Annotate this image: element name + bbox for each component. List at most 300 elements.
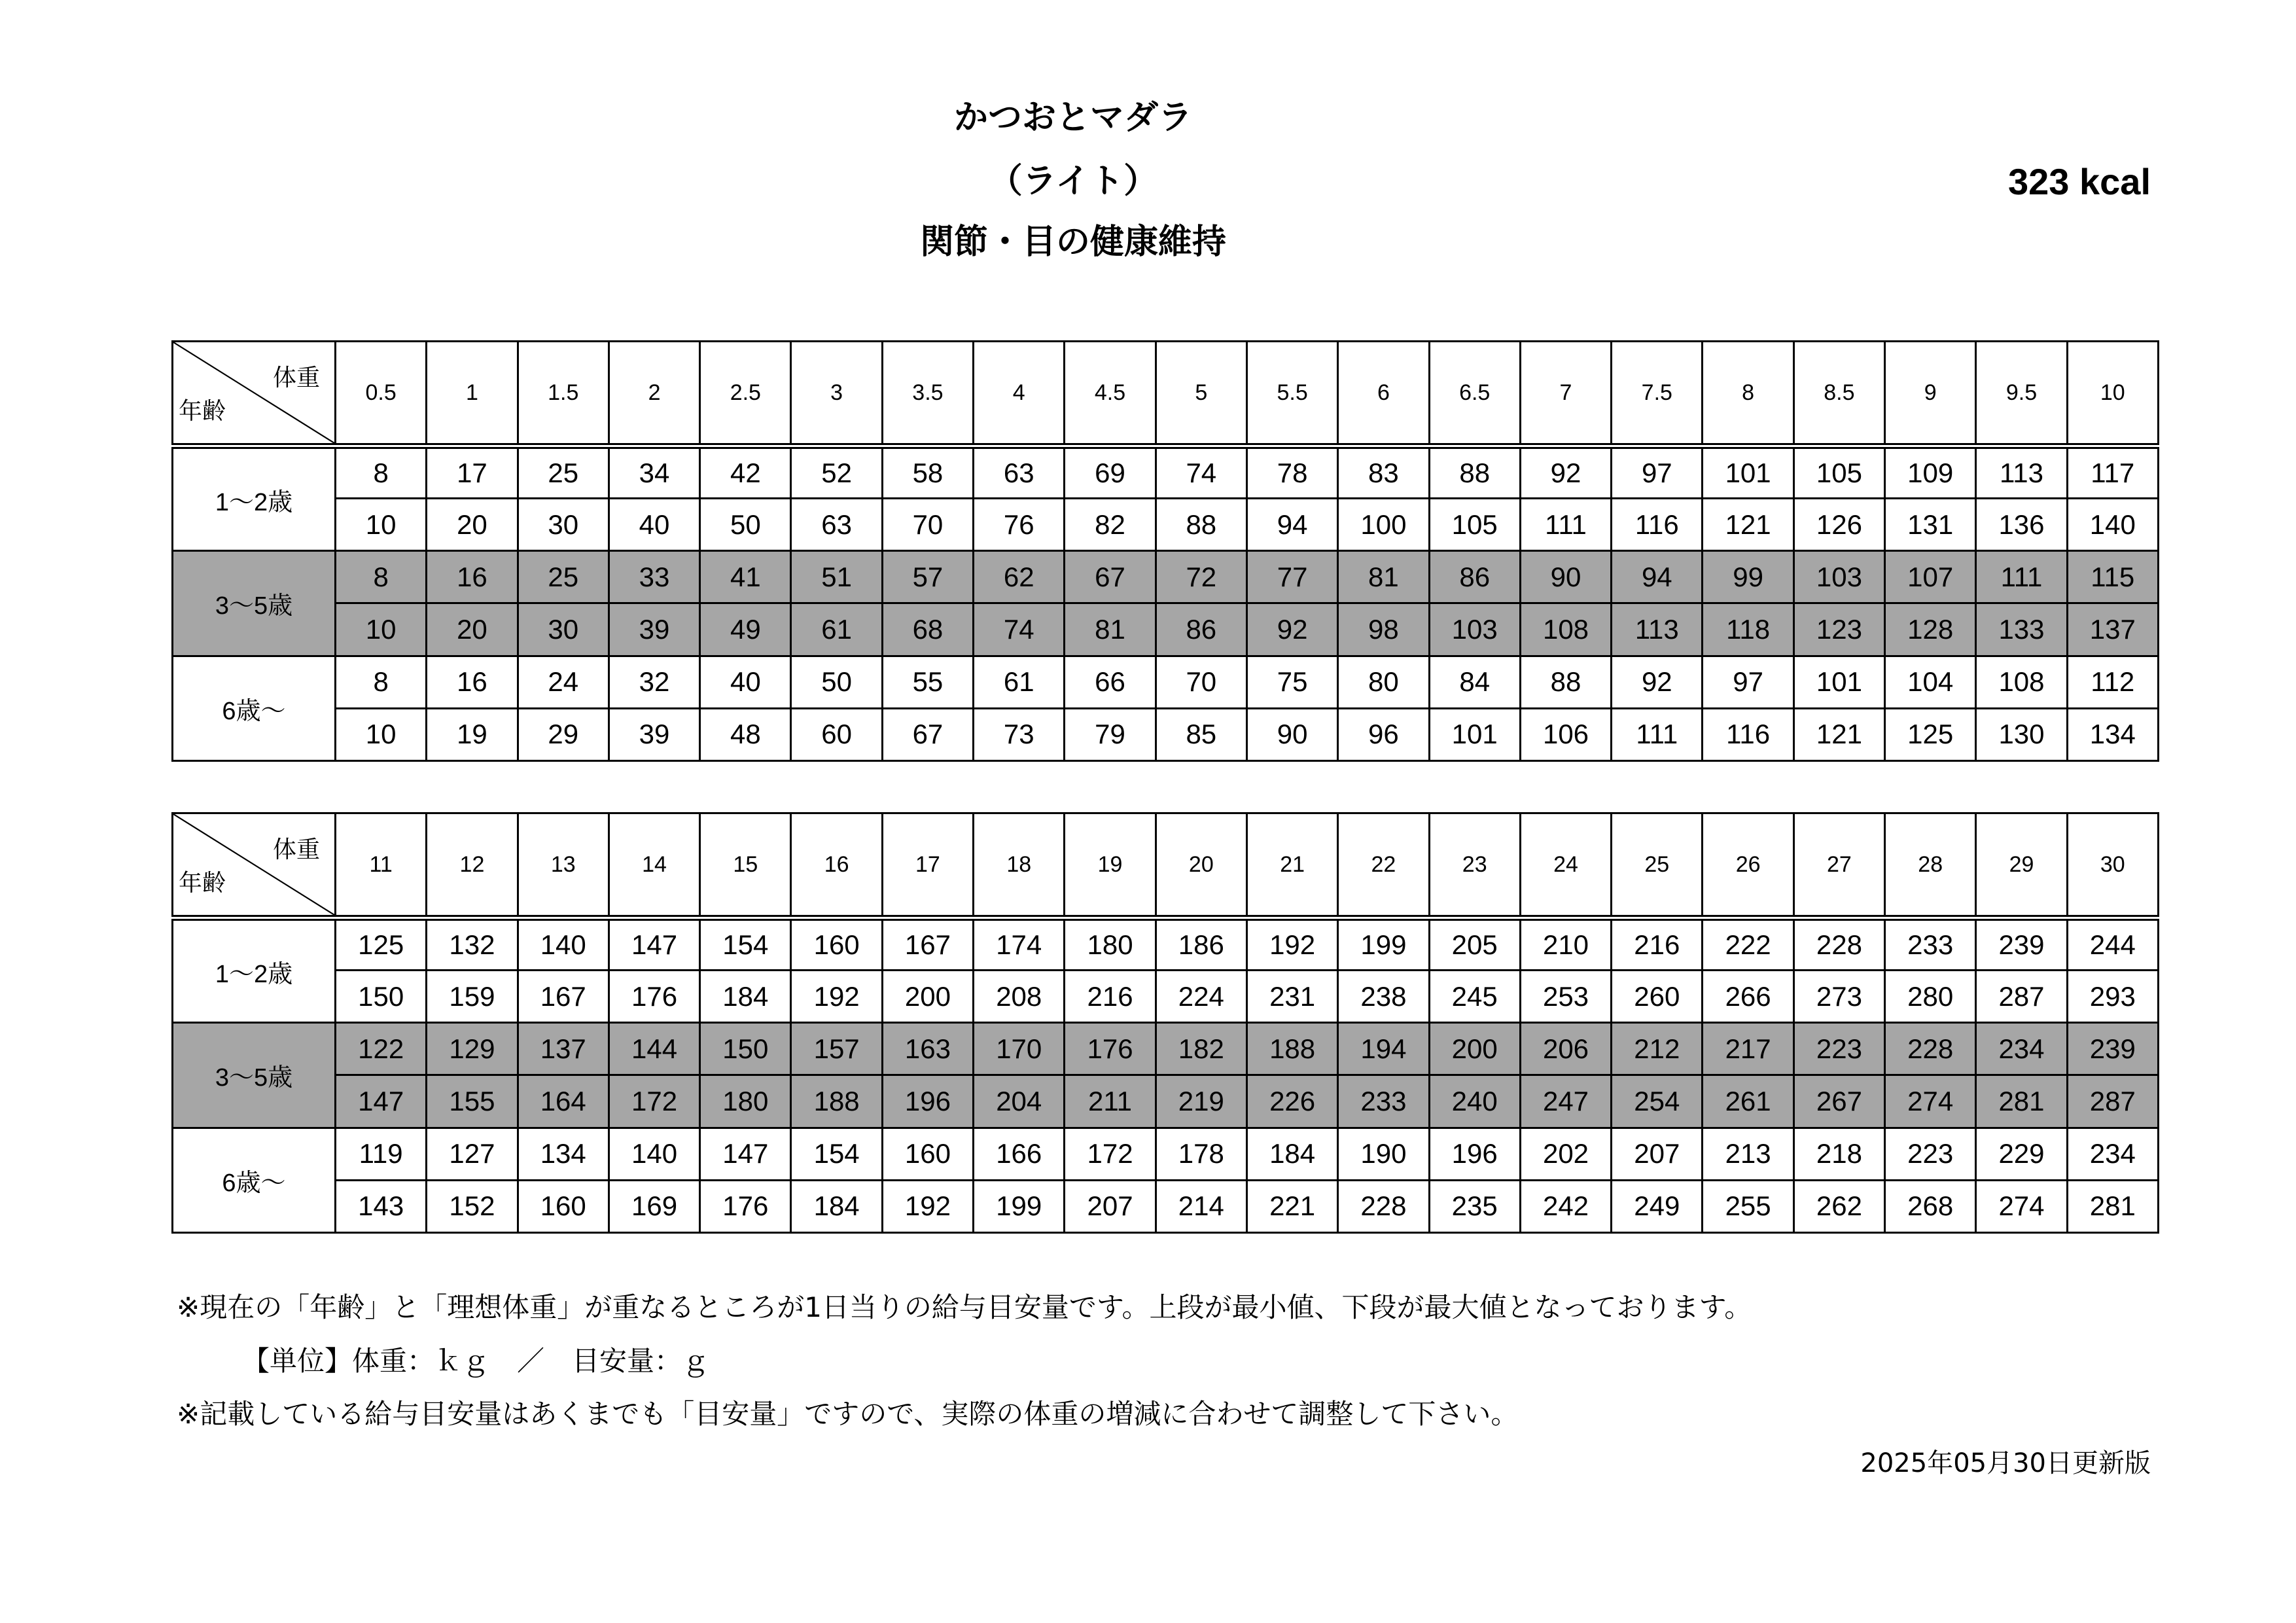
age-group-cell: 1～2歳 [173,918,336,1023]
max-amount-cell: 255 [1703,1180,1793,1232]
max-amount-cell: 140 [2067,499,2158,551]
min-amount-cell: 16 [427,656,518,708]
max-amount-cell: 60 [791,708,882,760]
min-amount-cell: 176 [1065,1023,1156,1075]
max-amount-cell: 247 [1520,1075,1611,1128]
min-amount-cell: 16 [427,551,518,603]
min-amount-cell: 234 [1976,1023,2067,1075]
max-amount-cell: 155 [427,1075,518,1128]
weight-header-cell: 30 [2067,813,2158,918]
max-amount-cell: 160 [518,1180,609,1232]
weight-header-cell: 22 [1338,813,1429,918]
min-amount-cell: 63 [974,446,1065,499]
min-amount-cell: 147 [700,1128,791,1180]
weight-header-cell: 23 [1429,813,1520,918]
max-amount-cell: 293 [2067,971,2158,1023]
max-amount-cell: 92 [1246,603,1337,656]
max-amount-cell: 121 [1703,499,1793,551]
min-amount-cell: 84 [1429,656,1520,708]
weight-header-cell: 29 [1976,813,2067,918]
corner-header-cell [173,813,336,918]
max-amount-cell: 105 [1429,499,1520,551]
max-amount-cell: 254 [1612,1075,1703,1128]
min-amount-cell: 61 [974,656,1065,708]
weight-header-cell: 7 [1520,342,1611,446]
min-amount-cell: 40 [700,656,791,708]
weight-header-cell: 8.5 [1793,342,1884,446]
max-amount-cell: 134 [2067,708,2158,760]
min-amount-cell: 55 [882,656,973,708]
max-amount-cell: 131 [1885,499,1976,551]
max-amount-cell: 253 [1520,971,1611,1023]
min-amount-cell: 112 [2067,656,2158,708]
min-amount-cell: 160 [882,1128,973,1180]
min-amount-cell: 223 [1885,1128,1976,1180]
max-amount-cell: 137 [2067,603,2158,656]
max-amount-cell: 143 [336,1180,427,1232]
max-amount-cell: 88 [1156,499,1246,551]
min-amount-cell: 107 [1885,551,1976,603]
feeding-table-2 [171,812,2159,1234]
age-group-cell: 1～2歳 [173,446,336,551]
min-amount-cell: 81 [1338,551,1429,603]
max-amount-cell: 73 [974,708,1065,760]
min-amount-cell: 69 [1065,446,1156,499]
min-amount-cell: 41 [700,551,791,603]
max-amount-cell: 261 [1703,1075,1793,1128]
min-amount-cell: 184 [1246,1128,1337,1180]
weight-header-cell: 4.5 [1065,342,1156,446]
table-row [173,446,2159,499]
min-amount-cell: 199 [1338,918,1429,971]
min-amount-cell: 144 [609,1023,699,1075]
min-amount-cell: 97 [1703,656,1793,708]
max-amount-cell: 121 [1793,708,1884,760]
max-amount-cell: 196 [882,1075,973,1128]
age-group-cell: 6歳～ [173,1128,336,1232]
min-amount-cell: 127 [427,1128,518,1180]
min-amount-cell: 83 [1338,446,1429,499]
max-amount-cell: 172 [609,1075,699,1128]
weight-header-cell: 16 [791,813,882,918]
max-amount-cell: 180 [700,1075,791,1128]
min-amount-cell: 117 [2067,446,2158,499]
max-amount-cell: 118 [1703,603,1793,656]
weight-header-cell: 7.5 [1612,342,1703,446]
max-amount-cell: 106 [1520,708,1611,760]
min-amount-cell: 75 [1246,656,1337,708]
max-amount-cell: 249 [1612,1180,1703,1232]
min-amount-cell: 200 [1429,1023,1520,1075]
weight-header-cell: 11 [336,813,427,918]
max-amount-cell: 74 [974,603,1065,656]
max-amount-cell: 228 [1338,1180,1429,1232]
weight-header-cell: 2 [609,342,699,446]
min-amount-cell: 129 [427,1023,518,1075]
max-amount-cell: 49 [700,603,791,656]
min-amount-cell: 137 [518,1023,609,1075]
min-amount-cell: 113 [1976,446,2067,499]
corner-header-cell [173,342,336,446]
min-amount-cell: 52 [791,446,882,499]
max-amount-cell: 79 [1065,708,1156,760]
min-amount-cell: 186 [1156,918,1246,971]
min-amount-cell: 104 [1885,656,1976,708]
max-amount-cell: 184 [700,971,791,1023]
max-amount-cell: 159 [427,971,518,1023]
min-amount-cell: 190 [1338,1128,1429,1180]
min-amount-cell: 202 [1520,1128,1611,1180]
weight-header-cell: 8 [1703,342,1793,446]
min-amount-cell: 154 [700,918,791,971]
min-amount-cell: 34 [609,446,699,499]
max-amount-cell: 30 [518,499,609,551]
max-amount-cell: 68 [882,603,973,656]
weight-header-cell: 1 [427,342,518,446]
product-name: かつおとマダラ [953,98,1192,137]
min-amount-cell: 92 [1612,656,1703,708]
max-amount-cell: 50 [700,499,791,551]
header-row [173,342,2159,446]
product-variant: （ライト） [988,162,1158,201]
max-amount-cell: 108 [1520,603,1611,656]
max-amount-cell: 128 [1885,603,1976,656]
max-amount-cell: 39 [609,708,699,760]
min-amount-cell: 223 [1793,1023,1884,1075]
weight-header-cell: 5.5 [1246,342,1337,446]
max-amount-cell: 188 [791,1075,882,1128]
max-amount-cell: 98 [1338,603,1429,656]
min-amount-cell: 101 [1793,656,1884,708]
max-amount-cell: 176 [700,1180,791,1232]
min-amount-cell: 25 [518,551,609,603]
max-amount-cell: 10 [336,603,427,656]
max-amount-cell: 111 [1612,708,1703,760]
max-amount-cell: 200 [882,971,973,1023]
max-amount-cell: 273 [1793,971,1884,1023]
max-amount-cell: 281 [2067,1180,2158,1232]
max-amount-cell: 274 [1885,1075,1976,1128]
max-amount-cell: 133 [1976,603,2067,656]
min-amount-cell: 167 [882,918,973,971]
min-amount-cell: 132 [427,918,518,971]
weight-header-cell: 14 [609,813,699,918]
max-amount-cell: 81 [1065,603,1156,656]
weight-header-cell: 27 [1793,813,1884,918]
max-amount-cell: 216 [1065,971,1156,1023]
max-amount-cell: 111 [1520,499,1611,551]
max-amount-cell: 226 [1246,1075,1337,1128]
min-amount-cell: 228 [1793,918,1884,971]
min-amount-cell: 86 [1429,551,1520,603]
max-amount-cell: 100 [1338,499,1429,551]
table-row [173,971,2159,1023]
max-amount-cell: 29 [518,708,609,760]
min-amount-cell: 94 [1612,551,1703,603]
max-amount-cell: 90 [1246,708,1337,760]
max-amount-cell: 214 [1156,1180,1246,1232]
weight-header-cell: 17 [882,813,973,918]
weight-header-cell: 6.5 [1429,342,1520,446]
max-amount-cell: 147 [336,1075,427,1128]
min-amount-cell: 109 [1885,446,1976,499]
weight-header-cell: 0.5 [336,342,427,446]
weight-header-cell: 1.5 [518,342,609,446]
max-amount-cell: 94 [1246,499,1337,551]
min-amount-cell: 103 [1793,551,1884,603]
min-amount-cell: 122 [336,1023,427,1075]
min-amount-cell: 188 [1246,1023,1337,1075]
weight-header-cell: 12 [427,813,518,918]
max-amount-cell: 96 [1338,708,1429,760]
weight-header-cell: 20 [1156,813,1246,918]
max-amount-cell: 231 [1246,971,1337,1023]
update-date: 2025年05月30日更新版 [1860,1448,2151,1478]
weight-header-cell: 6 [1338,342,1429,446]
max-amount-cell: 280 [1885,971,1976,1023]
min-amount-cell: 88 [1520,656,1611,708]
max-amount-cell: 192 [791,971,882,1023]
table-row [173,499,2159,551]
weight-header-cell: 2.5 [700,342,791,446]
weight-header-cell: 9 [1885,342,1976,446]
min-amount-cell: 239 [2067,1023,2158,1075]
min-amount-cell: 74 [1156,446,1246,499]
max-amount-cell: 126 [1793,499,1884,551]
min-amount-cell: 210 [1520,918,1611,971]
max-amount-cell: 266 [1703,971,1793,1023]
max-amount-cell: 169 [609,1180,699,1232]
max-amount-cell: 287 [1976,971,2067,1023]
weight-header-label: 体重 [272,364,320,391]
min-amount-cell: 125 [336,918,427,971]
max-amount-cell: 82 [1065,499,1156,551]
min-amount-cell: 218 [1793,1128,1884,1180]
age-group-cell: 3～5歳 [173,1023,336,1128]
min-amount-cell: 206 [1520,1023,1611,1075]
max-amount-cell: 274 [1976,1180,2067,1232]
max-amount-cell: 152 [427,1180,518,1232]
min-amount-cell: 166 [974,1128,1065,1180]
min-amount-cell: 174 [974,918,1065,971]
table-row [173,708,2159,760]
max-amount-cell: 20 [427,603,518,656]
weight-header-label: 体重 [272,836,320,863]
max-amount-cell: 164 [518,1075,609,1128]
min-amount-cell: 216 [1612,918,1703,971]
min-amount-cell: 192 [1246,918,1337,971]
min-amount-cell: 228 [1885,1023,1976,1075]
table-row [173,1180,2159,1232]
min-amount-cell: 57 [882,551,973,603]
max-amount-cell: 85 [1156,708,1246,760]
min-amount-cell: 160 [791,918,882,971]
max-amount-cell: 240 [1429,1075,1520,1128]
min-amount-cell: 72 [1156,551,1246,603]
weight-header-cell: 4 [974,342,1065,446]
max-amount-cell: 260 [1612,971,1703,1023]
age-header-label: 年齢 [179,397,226,424]
max-amount-cell: 10 [336,708,427,760]
min-amount-cell: 140 [609,1128,699,1180]
table-row [173,1128,2159,1180]
min-amount-cell: 205 [1429,918,1520,971]
max-amount-cell: 125 [1885,708,1976,760]
max-amount-cell: 70 [882,499,973,551]
weight-header-cell: 9.5 [1976,342,2067,446]
max-amount-cell: 262 [1793,1180,1884,1232]
min-amount-cell: 66 [1065,656,1156,708]
age-header-label: 年齢 [179,869,226,896]
weight-header-cell: 24 [1520,813,1611,918]
weight-header-cell: 5 [1156,342,1246,446]
min-amount-cell: 24 [518,656,609,708]
min-amount-cell: 134 [518,1128,609,1180]
min-amount-cell: 42 [700,446,791,499]
table-row [173,1023,2159,1075]
table-row [173,603,2159,656]
weight-header-cell: 19 [1065,813,1156,918]
min-amount-cell: 150 [700,1023,791,1075]
min-amount-cell: 119 [336,1128,427,1180]
min-amount-cell: 17 [427,446,518,499]
max-amount-cell: 61 [791,603,882,656]
max-amount-cell: 233 [1338,1075,1429,1128]
max-amount-cell: 219 [1156,1075,1246,1128]
min-amount-cell: 8 [336,551,427,603]
min-amount-cell: 70 [1156,656,1246,708]
max-amount-cell: 268 [1885,1180,1976,1232]
min-amount-cell: 101 [1703,446,1793,499]
max-amount-cell: 199 [974,1180,1065,1232]
min-amount-cell: 62 [974,551,1065,603]
max-amount-cell: 167 [518,971,609,1023]
min-amount-cell: 111 [1976,551,2067,603]
min-amount-cell: 50 [791,656,882,708]
min-amount-cell: 239 [1976,918,2067,971]
min-amount-cell: 212 [1612,1023,1703,1075]
min-amount-cell: 222 [1703,918,1793,971]
min-amount-cell: 77 [1246,551,1337,603]
age-group-cell: 6歳～ [173,656,336,760]
weight-header-cell: 26 [1703,813,1793,918]
min-amount-cell: 140 [518,918,609,971]
product-purpose: 関節・目の健康維持 [919,223,1226,262]
min-amount-cell: 172 [1065,1128,1156,1180]
min-amount-cell: 33 [609,551,699,603]
min-amount-cell: 207 [1612,1128,1703,1180]
min-amount-cell: 115 [2067,551,2158,603]
min-amount-cell: 180 [1065,918,1156,971]
weight-header-cell: 28 [1885,813,1976,918]
header-row [173,813,2159,918]
weight-header-cell: 13 [518,813,609,918]
max-amount-cell: 63 [791,499,882,551]
max-amount-cell: 245 [1429,971,1520,1023]
max-amount-cell: 238 [1338,971,1429,1023]
max-amount-cell: 10 [336,499,427,551]
min-amount-cell: 97 [1612,446,1703,499]
min-amount-cell: 51 [791,551,882,603]
note-units: 【単位】体重：ｋｇ ／ 目安量：ｇ [242,1345,710,1377]
min-amount-cell: 154 [791,1128,882,1180]
min-amount-cell: 92 [1520,446,1611,499]
max-amount-cell: 136 [1976,499,2067,551]
min-amount-cell: 147 [609,918,699,971]
max-amount-cell: 208 [974,971,1065,1023]
max-amount-cell: 123 [1793,603,1884,656]
min-amount-cell: 178 [1156,1128,1246,1180]
max-amount-cell: 176 [609,971,699,1023]
max-amount-cell: 242 [1520,1180,1611,1232]
weight-header-cell: 21 [1246,813,1337,918]
min-amount-cell: 108 [1976,656,2067,708]
weight-header-cell: 10 [2067,342,2158,446]
min-amount-cell: 78 [1246,446,1337,499]
max-amount-cell: 48 [700,708,791,760]
max-amount-cell: 39 [609,603,699,656]
max-amount-cell: 287 [2067,1075,2158,1128]
min-amount-cell: 25 [518,446,609,499]
max-amount-cell: 103 [1429,603,1520,656]
max-amount-cell: 150 [336,971,427,1023]
kcal-label: 323 kcal [2008,161,2151,202]
weight-header-cell: 18 [974,813,1065,918]
min-amount-cell: 196 [1429,1128,1520,1180]
max-amount-cell: 192 [882,1180,973,1232]
weight-header-cell: 3.5 [882,342,973,446]
min-amount-cell: 157 [791,1023,882,1075]
max-amount-cell: 267 [1793,1075,1884,1128]
min-amount-cell: 32 [609,656,699,708]
table-row [173,1075,2159,1128]
min-amount-cell: 170 [974,1023,1065,1075]
note-disclaimer: ※記載している給与目安量はあくまでも「目安量」ですので、実際の体重の増減に合わせて調整して下さい。 [177,1398,1519,1430]
max-amount-cell: 76 [974,499,1065,551]
max-amount-cell: 30 [518,603,609,656]
min-amount-cell: 67 [1065,551,1156,603]
max-amount-cell: 20 [427,499,518,551]
min-amount-cell: 80 [1338,656,1429,708]
min-amount-cell: 217 [1703,1023,1793,1075]
max-amount-cell: 67 [882,708,973,760]
table-row [173,551,2159,603]
min-amount-cell: 182 [1156,1023,1246,1075]
table-row [173,656,2159,708]
max-amount-cell: 116 [1612,499,1703,551]
max-amount-cell: 86 [1156,603,1246,656]
max-amount-cell: 130 [1976,708,2067,760]
max-amount-cell: 40 [609,499,699,551]
max-amount-cell: 221 [1246,1180,1337,1232]
weight-header-cell: 3 [791,342,882,446]
max-amount-cell: 116 [1703,708,1793,760]
min-amount-cell: 90 [1520,551,1611,603]
max-amount-cell: 184 [791,1180,882,1232]
note-guideline: ※現在の「年齢」と「理想体重」が重なるところが1日当りの給与目安量です。上段が最小値、下段が最大値となっております。 [177,1291,1752,1323]
table-row [173,918,2159,971]
max-amount-cell: 113 [1612,603,1703,656]
min-amount-cell: 105 [1793,446,1884,499]
min-amount-cell: 88 [1429,446,1520,499]
min-amount-cell: 234 [2067,1128,2158,1180]
min-amount-cell: 229 [1976,1128,2067,1180]
max-amount-cell: 211 [1065,1075,1156,1128]
feeding-table-1 [171,340,2159,762]
max-amount-cell: 204 [974,1075,1065,1128]
min-amount-cell: 8 [336,446,427,499]
min-amount-cell: 58 [882,446,973,499]
